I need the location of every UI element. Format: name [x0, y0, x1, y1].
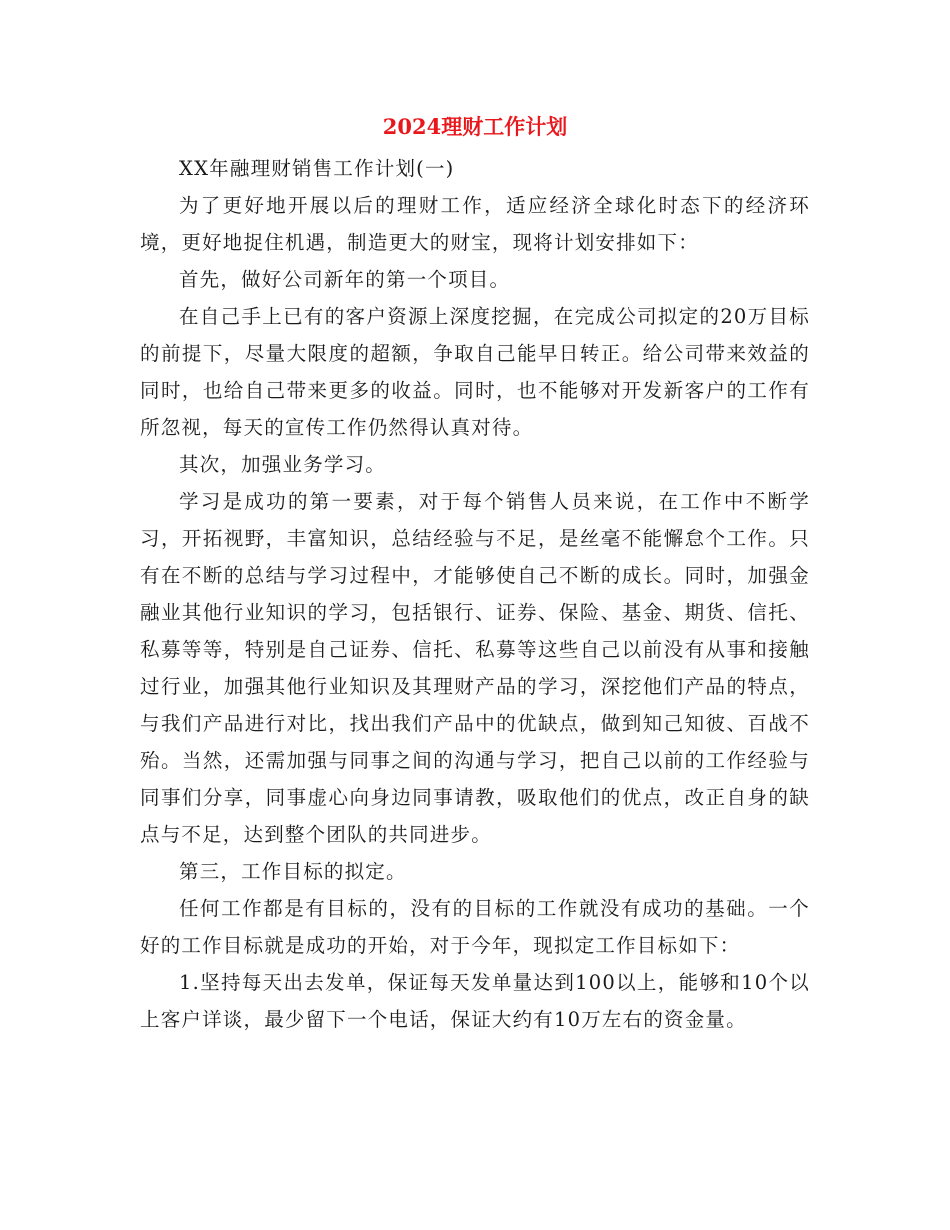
paragraph-heading-third: 第三，工作目标的拟定。 [179, 860, 407, 883]
paragraph-first-body: 在自己手上已有的客户资源上深度挖掘，在完成公司拟定的20万目标的前提下，尽量大限度的超额，争取自己能早日转正。给公司带来效益的同时，也给自己带来更多的收益。同时，也不能够对开发新客户的工作有所忽视，每天的宣传工作仍然得认真对待。 [140, 305, 810, 439]
paragraph-subtitle: XX年融理财销售工作计划(一) [179, 157, 455, 180]
paragraph-intro: 为了更好地开展以后的理财工作，适应经济全球化时态下的经济环境，更好地捉住机遇，制造更大的财宝，现将计划安排如下： [140, 194, 810, 254]
document-title: 2024理财工作计划 [382, 114, 568, 139]
paragraph-goal-item-1: 1.坚持每天出去发单，保证每天发单量达到100以上，能够和10个以上客户详谈，最少留下一个电话，保证大约有10万左右的资金量。 [140, 971, 810, 1031]
paragraph-heading-first: 首先，做好公司新年的第一个项目。 [179, 268, 511, 291]
paragraph-heading-second: 其次，加强业务学习。 [179, 453, 387, 476]
paragraph-third-body: 任何工作都是有目标的，没有的目标的工作就没有成功的基础。一个好的工作目标就是成功的开始，对于今年，现拟定工作目标如下： [140, 897, 810, 957]
paragraph-second-body: 学习是成功的第一要素，对于每个销售人员来说，在工作中不断学习，开拓视野，丰富知识，总结经验与不足，是丝毫不能懈怠个工作。只有在不断的总结与学习过程中，才能够使自己不断的成长。同时，加强金融业其他行业知识的学习，包括银行、证券、保险、基金、期货、信托、私募等等，特别是自己证券、信托、私募等这些自己以前没有从事和接触过行业，加强其他行业知识及其理财产品的学习，深挖他们产品的特点，与我们产品进行对比，找出我们产品中的优缺点，做到知己知彼、百战不殆。当然，还需加强与同事之间的沟通与学习，把自己以前的工作经验与同事们分享，同事虚心向身边同事请教，吸取他们的优点，改正自身的缺点与不足，达到整个团队的共同进步。 [140, 490, 810, 846]
